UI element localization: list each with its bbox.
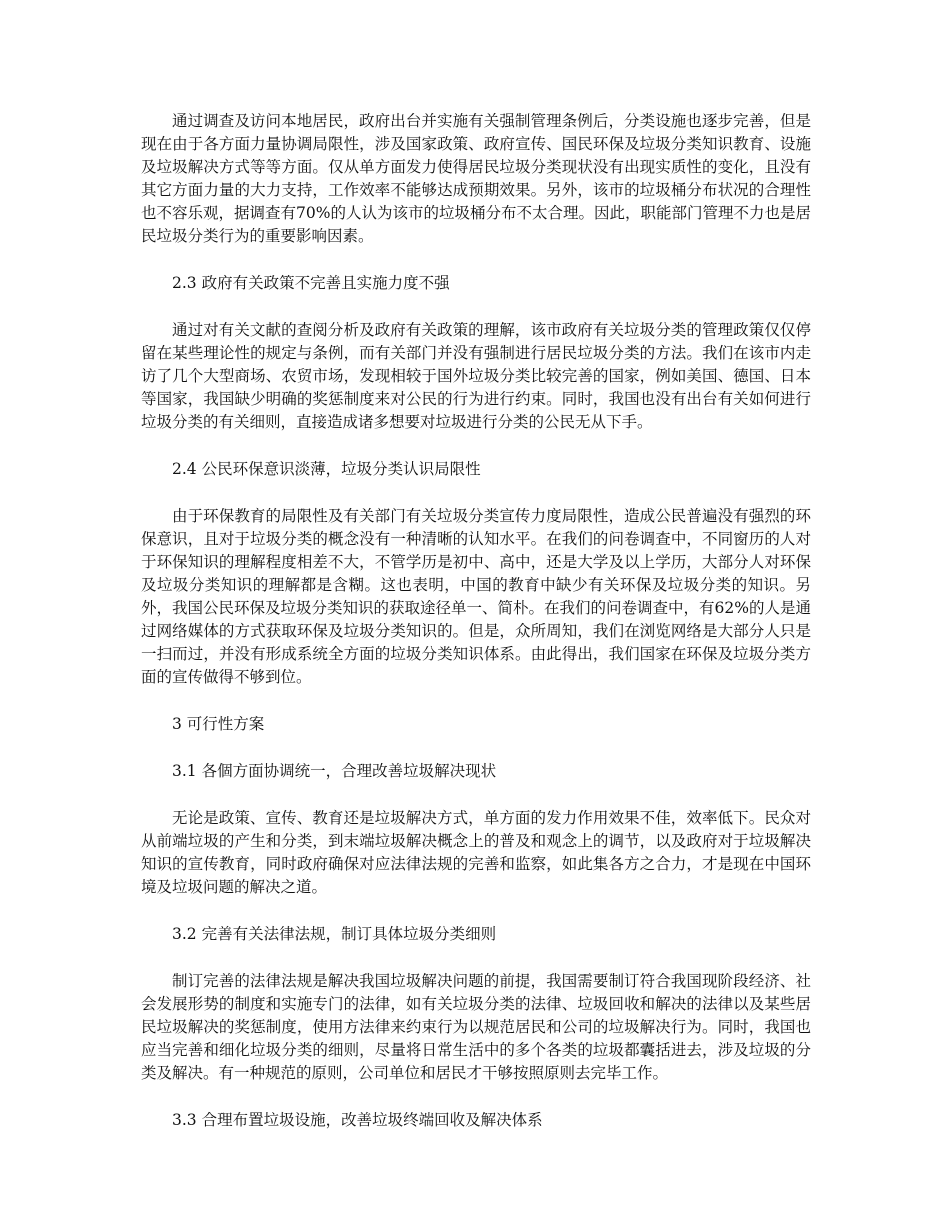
paragraph-gap bbox=[141, 736, 811, 760]
paragraph-coordination: 无论是政策、宣传、教育还是垃圾解决方式，单方面的发力作用效果不佳，效率低下。民众对从前端垃圾的产生和分类，到末端垃圾解决概念上的普及和观念上的调节，以及政府对于垃圾解决知识的宣传教育，同时政府确保对应法律法规的完善和监察，如此集各方之合力，才是现在中国环境及垃圾问题的解决之道。 bbox=[141, 809, 811, 896]
heading-3-3: 3.3 合理布置垃圾设施，改善垃圾终端回收及解决体系 bbox=[172, 1111, 543, 1129]
paragraph-gap bbox=[141, 295, 811, 319]
paragraph-gap bbox=[141, 783, 811, 807]
heading-3-2: 3.2 完善有关法律法规，制订具体垃圾分类细则 bbox=[172, 925, 497, 943]
paragraph-gap bbox=[141, 1085, 811, 1109]
paragraph-policy: 通过对有关文献的查阅分析及政府有关政策的理解，该市政府有关垃圾分类的管理政策仅仅停留在某些理论性的规定与条例，而有关部门并没有强制进行居民垃圾分类的方法。我们在该市内走访了几个大型商场、农贸市场，发现相较于国外垃圾分类比较完善的国家，例如美国、德国、日本等国家，我国缺少明确的奖惩制度来对公民的行为进行约束。同时，我国也没有出台有关如何进行垃圾分类的有关细则，直接造成诸多想要对垃圾进行分类的公民无从下手。 bbox=[141, 321, 811, 431]
heading-3: 3 可行性方案 bbox=[172, 715, 265, 733]
paragraph-gap bbox=[141, 946, 811, 970]
paragraph-awareness: 由于环保教育的局限性及有关部门有关垃圾分类宣传力度局限性，造成公民普遍没有强烈的环保意识，且对于垃圾分类的概念没有一种清晰的认知水平。在我们的问卷调查中，不同窗历的人对于环保知识的理解程度相差不大，不管学历是初中、高中，还是大学及以上学历，大部分人对环保及垃圾分类知识的理解都是含糊。这也表明，中国的教育中缺少有关环保及垃圾分类的知识。另外，我国公民环保及垃圾分类知识的获取途径单一、简朴。在我们的问卷调查中，有62%的人是通过网络媒体的方式获取环保及垃圾分类知识的。但是，众所周知，我们在浏览网络是大部分人只是一扫而过，并没有形成系统全方面的垃圾分类知识体系。由此得出，我们国家在环保及垃圾分类方面的宣传做得不够到位。 bbox=[141, 507, 811, 686]
paragraph-gap bbox=[141, 248, 811, 272]
paragraph-gap bbox=[141, 434, 811, 458]
paragraph-management-factors: 通过调查及访问本地居民，政府出台并实施有关强制管理条例后，分类设施也逐步完善，但是现在由于各方面力量协调局限性，涉及国家政策、政府宣传、国民环保及垃圾分类知识教育、设施及垃圾解决方式等等方面。仅从单方面发力使得居民垃圾分类现状没有出现实质性的变化，且没有其它方面力量的大力支持，工作效率不能够达成预期效果。另外，该市的垃圾桶分布状况的合理性也不容乐观，据调查有70%的人认为该市的垃圾桶分布不太合理。因此，职能部门管理不力也是居民垃圾分类行为的重要影响因素。 bbox=[141, 112, 811, 245]
paragraph-gap bbox=[141, 689, 811, 713]
heading-2-4: 2.4 公民环保意识淡薄，垃圾分类认识局限性 bbox=[172, 460, 481, 478]
heading-2-3: 2.3 政府有关政策不完善且实施力度不强 bbox=[172, 274, 450, 292]
document-body bbox=[141, 110, 811, 1132]
paragraph-gap bbox=[141, 481, 811, 505]
paragraph-gap bbox=[141, 899, 811, 923]
heading-3-1: 3.1 各個方面协调统一，合理改善垃圾解决现状 bbox=[172, 762, 497, 780]
paragraph-legislation: 制订完善的法律法规是解决我国垃圾解决问题的前提，我国需要制订符合我国现阶段经济、社会发展形势的制度和实施专门的法律，如有关垃圾分类的法律、垃圾回收和解决的法律以及某些居民垃圾解决的奖惩制度，使用方法律来约束行为以规范居民和公司的垃圾解决行为。同时，我国也应当完善和细化垃圾分类的细则，尽量将日常生活中的多个各类的垃圾都囊括进去，涉及垃圾的分类及解决。有一种规范的原则，公司单位和居民才干够按照原则去完毕工作。 bbox=[141, 972, 811, 1082]
